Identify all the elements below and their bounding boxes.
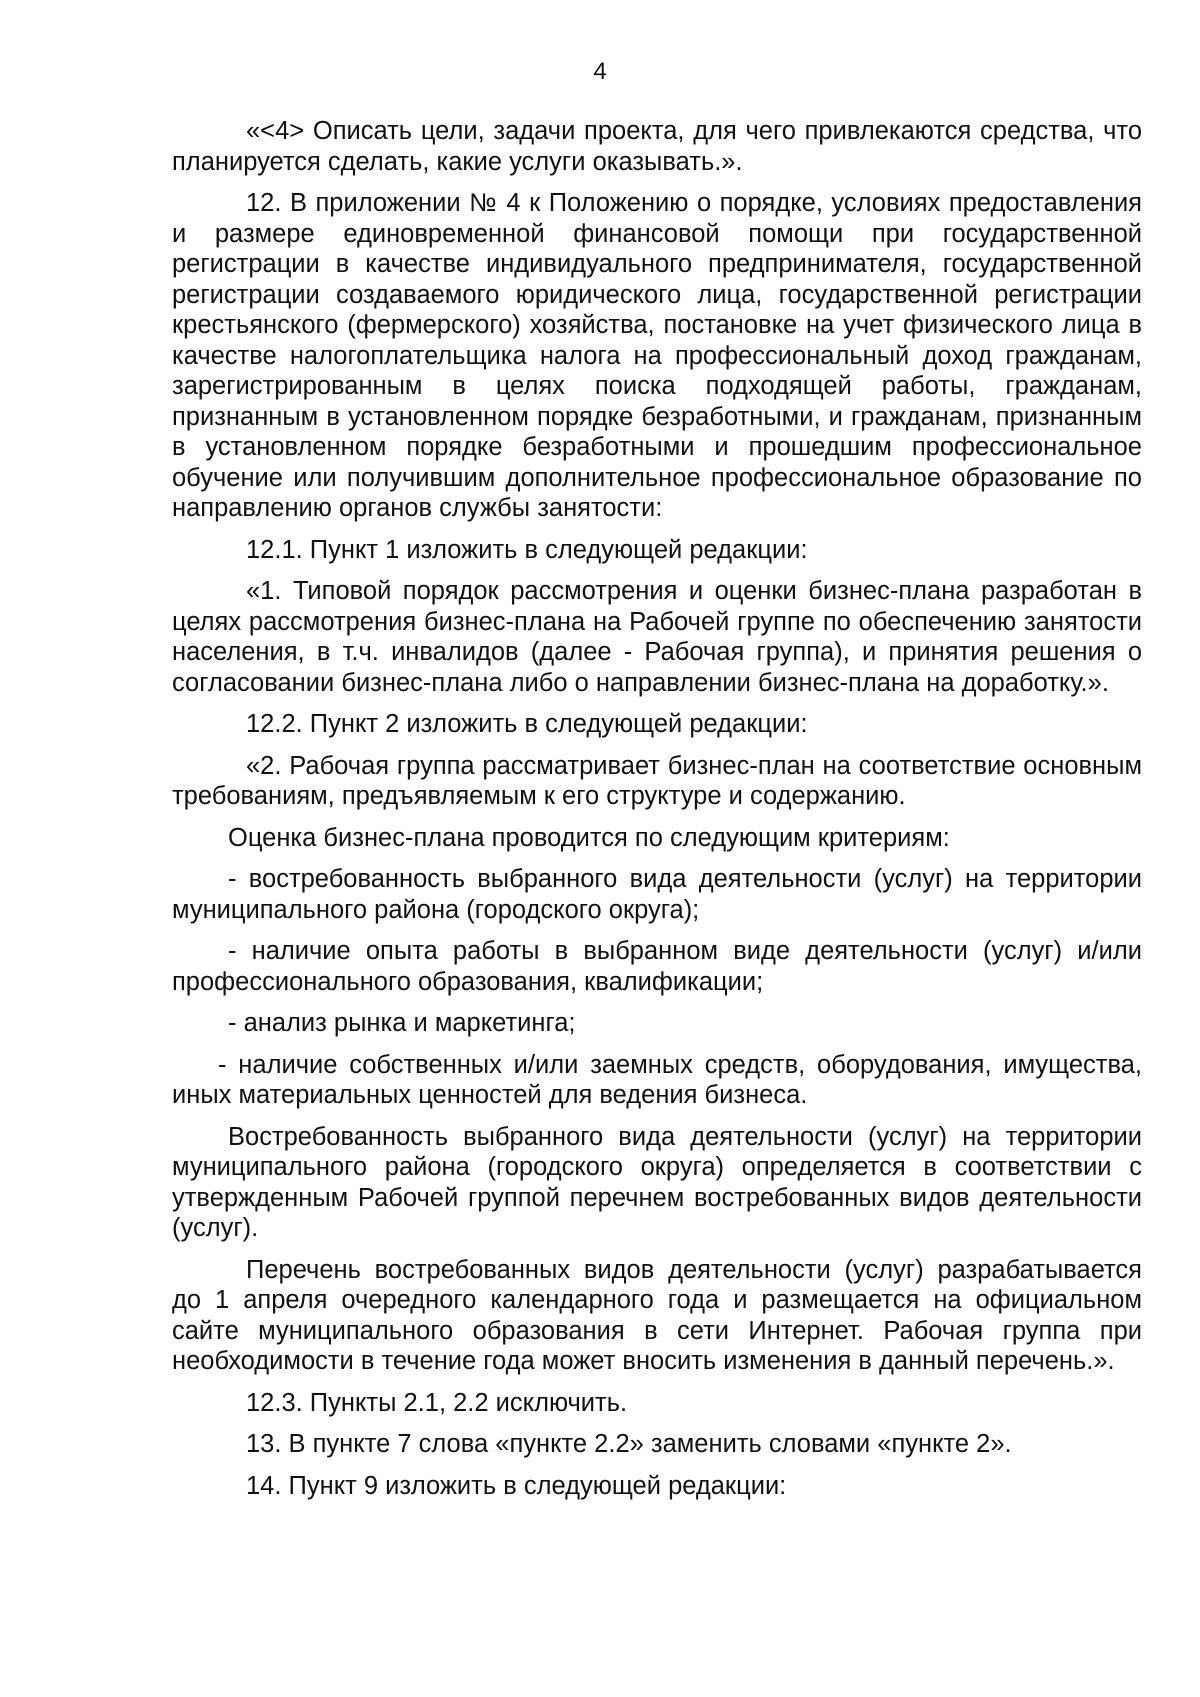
document-body (172, 116, 1142, 1512)
paragraph-criteria-intro: Оценка бизнес-плана проводится по следующим критериям: (228, 823, 950, 852)
paragraph-quote-item-1: «1. Типовой порядок рассмотрения и оценки бизнес-плана разработан в целях рассмотрения бизнес-плана на Рабочей группе по обеспечению занятости населения, в т.ч. инвалидов (далее - Рабочая группа), и принятия решения о согласовании бизнес-плана либо о направлении бизнес-плана на доработку.». (172, 577, 1142, 697)
paragraph-criterion-demand: - востребованность выбранного вида деятельности (услуг) на территории муниципального района (городского округа); (172, 865, 1142, 924)
paragraph-item-13: 13. В пункте 7 слова «пункте 2.2» заменить словами «пункте 2». (246, 1430, 1012, 1458)
paragraph-item-12-2: 12.2. Пункт 2 изложить в следующей редакции: (246, 710, 808, 738)
paragraph-quote-item-2: «2. Рабочая группа рассматривает бизнес-план на соответствие основным требованиям, предъявляемым к его структуре и содержанию. (172, 751, 1142, 810)
paragraph-criterion-funds: - наличие собственных и/или заемных средств, оборудования, имущества, иных материальных ценностей для ведения бизнеса. (172, 1050, 1142, 1109)
paragraph-item-12-1: 12.1. Пункт 1 изложить в следующей редакции: (246, 535, 808, 564)
paragraph-list-development: Перечень востребованных видов деятельности (услуг) разрабатывается до 1 апреля очередного календарного года и размещается на официальном сайте муниципального образования в сети Интернет. Рабочая группа при необходимости в течение года может вносить изменения в данный перечень.». (172, 1255, 1142, 1375)
paragraph-quote-item-4: «<4> Описать цели, задачи проекта, для чего привлекаются средства, что планируется сделать, какие услуги оказывать.». (172, 117, 1142, 176)
paragraph-criterion-experience: - наличие опыта работы в выбранном виде деятельности (услуг) и/или профессионального образования, квалификации; (172, 937, 1142, 996)
page-number: 4 (593, 58, 607, 85)
paragraph-demand-definition: Востребованность выбранного вида деятельности (услуг) на территории муниципального района (городского округа) определяется в соответствии с утвержденным Рабочей группой перечнем востребованных видов деятельности (услуг). (172, 1122, 1142, 1242)
paragraph-item-12: 12. В приложении № 4 к Положению о порядке, условиях предоставления и размере единовременной финансовой помощи при государственной регистрации в качестве индивидуального предпринимателя, государственной регистрации создаваемого юридического лица, государственной регистрации крестьянского (фермерского) хозяйства, постановке на учет физического лица в качестве налогоплательщика налога на профессиональный доход гражданам, зарегистрированным в целях поиска подходящей работы, гражданам, признанным в установленном порядке безработными, и гражданам, признанным в установленном порядке безработными и прошедшим профессиональное обучение или получившим дополнительное профессиональное образование по направлению органов службы занятости: (172, 189, 1142, 522)
paragraph-criterion-market: - анализ рынка и маркетинга; (228, 1009, 576, 1037)
paragraph-item-12-3: 12.3. Пункты 2.1, 2.2 исключить. (246, 1388, 628, 1417)
paragraph-item-14: 14. Пункт 9 изложить в следующей редакции: (246, 1471, 787, 1500)
